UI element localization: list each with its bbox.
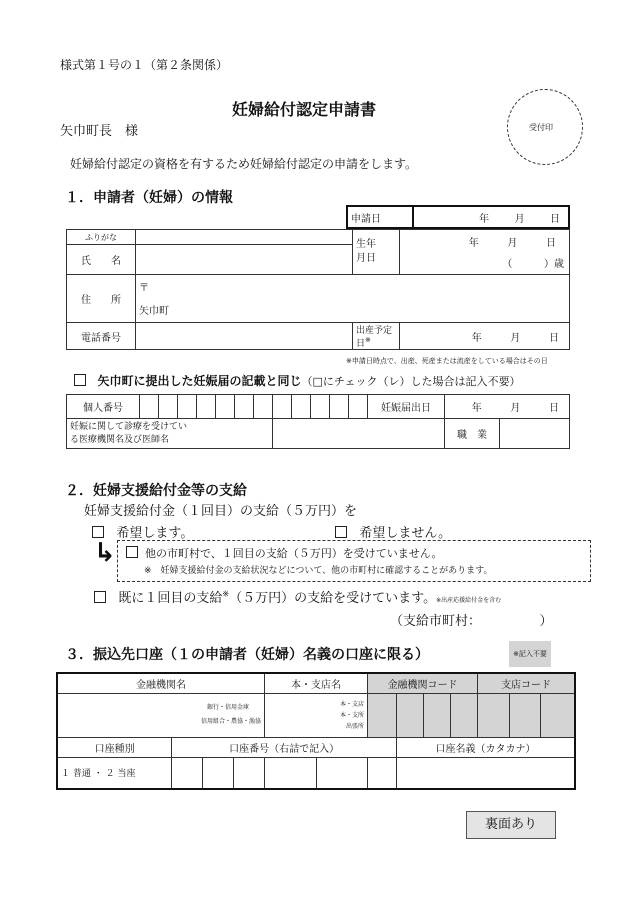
other-muni-option[interactable]: 他の市町村で、１回目の支給（５万円）を受けていません。 [126,545,442,561]
account-type-label: 口座種別 [57,737,172,757]
due-date-field[interactable]: 年 月 日 [400,323,570,350]
branch-code-label: 支店コード [478,673,575,693]
account-type-field[interactable]: １ 普通 ・ ２ 当座 [57,757,172,789]
dob-field[interactable]: 年 月 日 （ ）歳 [400,230,570,275]
wish-no-option[interactable]: 希望しません。 [335,522,451,541]
account-holder-field[interactable] [397,757,576,789]
furigana-field[interactable] [136,230,353,245]
bank-account-table [56,672,576,790]
account-number-label: 口座番号（右詰で記入） [172,737,397,757]
other-muni-box [117,540,591,582]
town-name: 矢巾町 [139,306,169,317]
paid-municipality: （支給市町村： ） [390,614,553,629]
branch-name-field[interactable]: 本・支店 本・支所 出張所 [265,693,368,737]
already-received-option[interactable]: 既に１回目の支給※（５万円）の支給を受けています。※出産応援給付金を含む [94,587,501,606]
page-title: 妊婦給付認定申請書 [232,100,377,119]
medical-institution-field[interactable] [273,419,445,449]
section3-heading: ３．振込先口座（１の申請者（妊婦）名義の口座に限る） [65,647,429,663]
stamp-label: 受付印 [529,123,553,132]
application-date-table [346,205,570,229]
addressee: 矢巾町長 様 [60,124,139,139]
bank-name-field[interactable]: 銀行・信用金庫 信用組合・農協・漁協 [57,693,265,737]
applicant-table [66,229,570,350]
due-date-footnote: ※申請日時点で、出産、死産または流産をしている場合はその日 [346,357,548,365]
due-date-label: 出産予定日※ [353,323,400,350]
occupation-field[interactable] [500,419,570,449]
address-field[interactable]: 〒 矢巾町 [136,275,570,323]
pregnancy-report-date-label: 妊娠届出日 [368,395,445,419]
back-page-note: 裏面あり [466,811,556,839]
other-muni-note: ※ 妊婦支援給付金の支給状況などについて、他の市町村に確認することがあります。 [144,566,493,576]
branch-name-label: 本・支店名 [265,673,368,693]
section2-heading: ２．妊婦支援給付金等の支給 [65,483,247,499]
account-holder-label: 口座名義（カタカナ） [397,737,576,757]
no-entry-badge: ※記入不要 [509,641,551,667]
occupation-label: 職 業 [445,419,500,449]
intro-text: 妊婦給付認定の資格を有するため妊婦給付認定の申請をします。 [70,157,418,171]
section1-heading: １．申請者（妊婦）の情報 [65,190,233,206]
medical-institution-label: 妊娠に関して診療を受けてい る医療機関名及び医師名 [67,419,273,449]
pregnancy-report-date-field[interactable]: 年 月 日 [445,395,570,419]
day-label: 日 [550,213,560,225]
bank-code-label: 金融機関コード [368,673,478,693]
bank-name-label: 金融機関名 [57,673,265,693]
year-label: 年 [479,213,490,225]
address-label: 住 所 [67,275,136,323]
pregnancy-info-table [66,394,570,449]
personal-number-label: 個人番号 [67,395,140,419]
section2-lead: 妊婦支援給付金（１回目）の支給（５万円）を [84,504,358,519]
month-label: 月 [514,213,525,225]
arrow-icon: ↳ [94,538,116,568]
same-as-pregnancy-checkbox[interactable] [74,374,86,386]
application-date-field[interactable] [413,206,569,228]
dob-label: 生年 月日 [353,230,400,275]
phone-label: 電話番号 [67,323,136,350]
form-reference: 様式第１号の１（第２条関係） [60,58,229,72]
application-date-label: 申請日 [347,206,413,228]
wish-yes-option[interactable]: 希望します。 [92,522,193,541]
same-as-pregnancy-row: 矢巾町に提出した妊娠届の記載と同じ（□にチェック（レ）した場合は記入不要） [74,372,521,389]
furigana-label: ふりがな [67,230,136,245]
name-field[interactable] [136,245,353,275]
name-label: 氏 名 [67,245,136,275]
phone-field[interactable] [136,323,353,350]
